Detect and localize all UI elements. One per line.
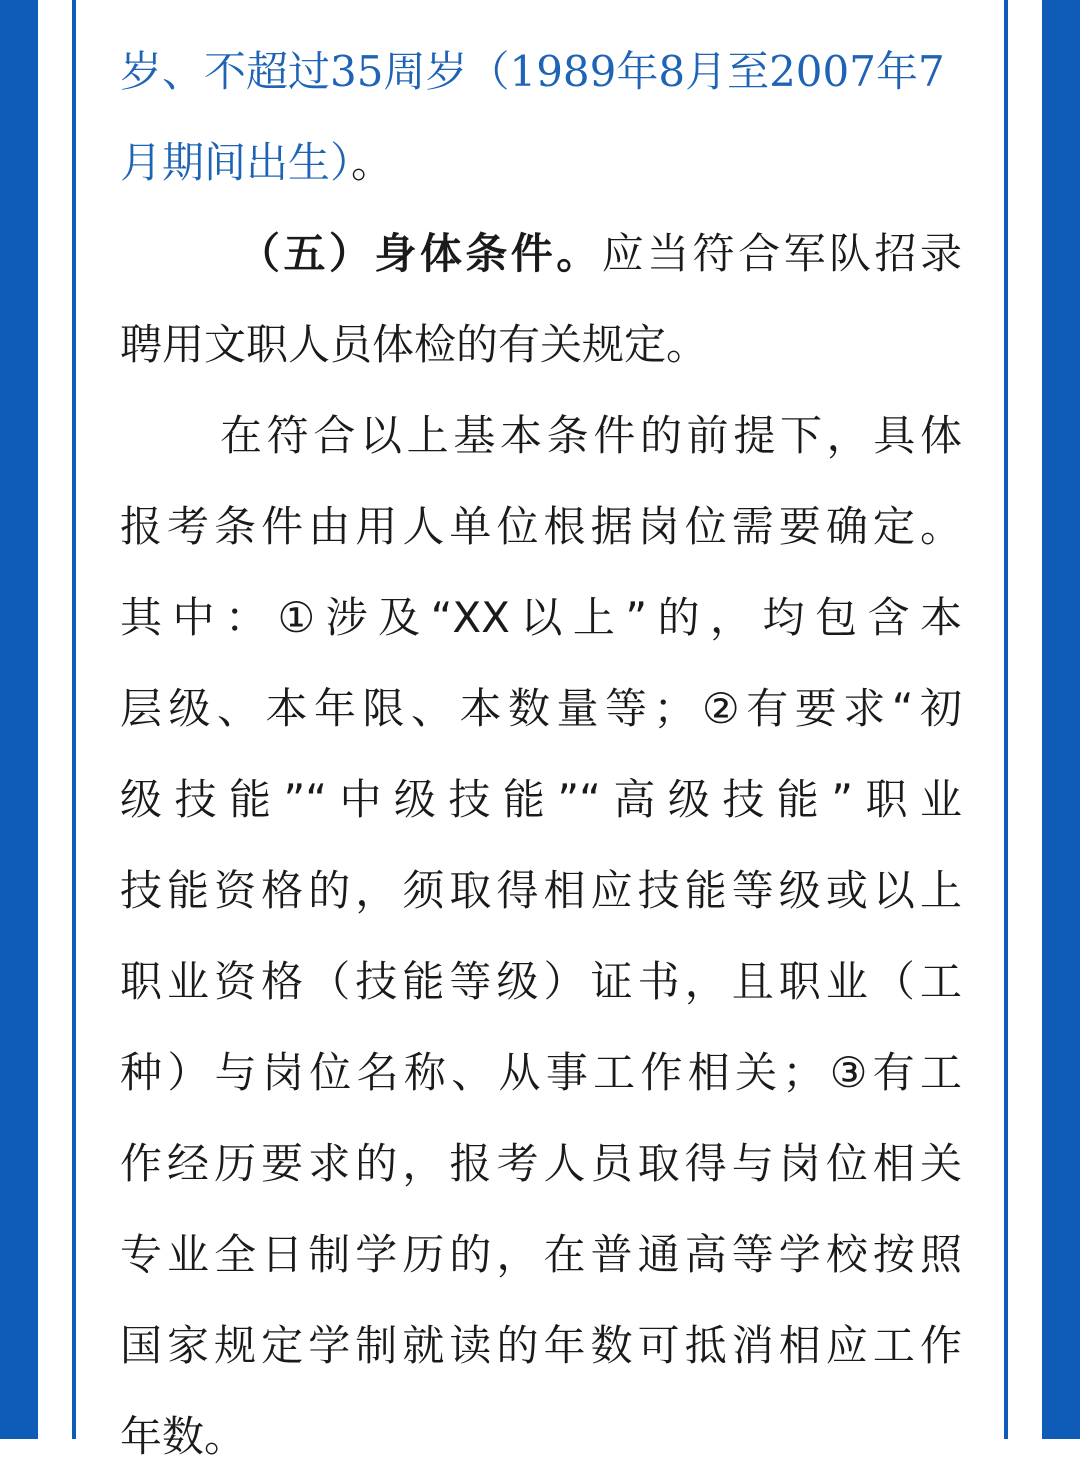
- text-line-11: 职业资格（技能等级）证书，且职业（工: [120, 957, 962, 1006]
- birth-range-highlight: （1989年8月至2007年7: [467, 47, 945, 96]
- section-heading-physical: （五）身体条件。: [238, 229, 602, 278]
- text-line-1: [120, 26, 962, 117]
- age-limit-highlight: 35周岁: [330, 47, 468, 96]
- text-line-7: 其中：①涉及“XX以上”的，均包含本: [120, 593, 962, 642]
- text-line-13: 作经历要求的，报考人员取得与岗位相关: [120, 1139, 962, 1188]
- text-line-4: 聘用文职人员体检的有关规定。: [120, 320, 709, 369]
- text-line-10: 技能资格的，须取得相应技能等级或以上: [120, 866, 962, 915]
- text-line-3: [120, 208, 962, 299]
- physical-condition-text: 应当符合军队招录: [601, 229, 962, 278]
- left-blue-border: [0, 0, 38, 1439]
- text-line-16: 年数。: [120, 1412, 247, 1461]
- text-line-14: 专业全日制学历的，在普通高等学校按照: [120, 1230, 962, 1279]
- text-line-5: 在符合以上基本条件的前提下，具体: [220, 411, 962, 460]
- text-line-6: 报考条件由用人单位根据岗位需要确定。: [120, 502, 962, 551]
- left-inner-line: [72, 0, 76, 1439]
- right-inner-line: [1004, 0, 1008, 1439]
- text-line-2: [120, 117, 962, 208]
- text-line-9: 级技能”“中级技能”“高级技能”职业: [120, 775, 962, 824]
- text-line-12: 种）与岗位名称、从事工作相关；③有工: [120, 1048, 962, 1097]
- age-text-prefix: 岁、不超过: [120, 47, 331, 96]
- birth-range-end: 月期间出生）: [120, 138, 352, 187]
- text-line-8: 层级、本年限、本数量等；②有要求“初: [120, 684, 962, 733]
- period-mark: 。: [351, 138, 394, 187]
- text-line-15: 国家规定学制就读的年数可抵消相应工作: [120, 1321, 962, 1370]
- right-blue-border: [1042, 0, 1080, 1439]
